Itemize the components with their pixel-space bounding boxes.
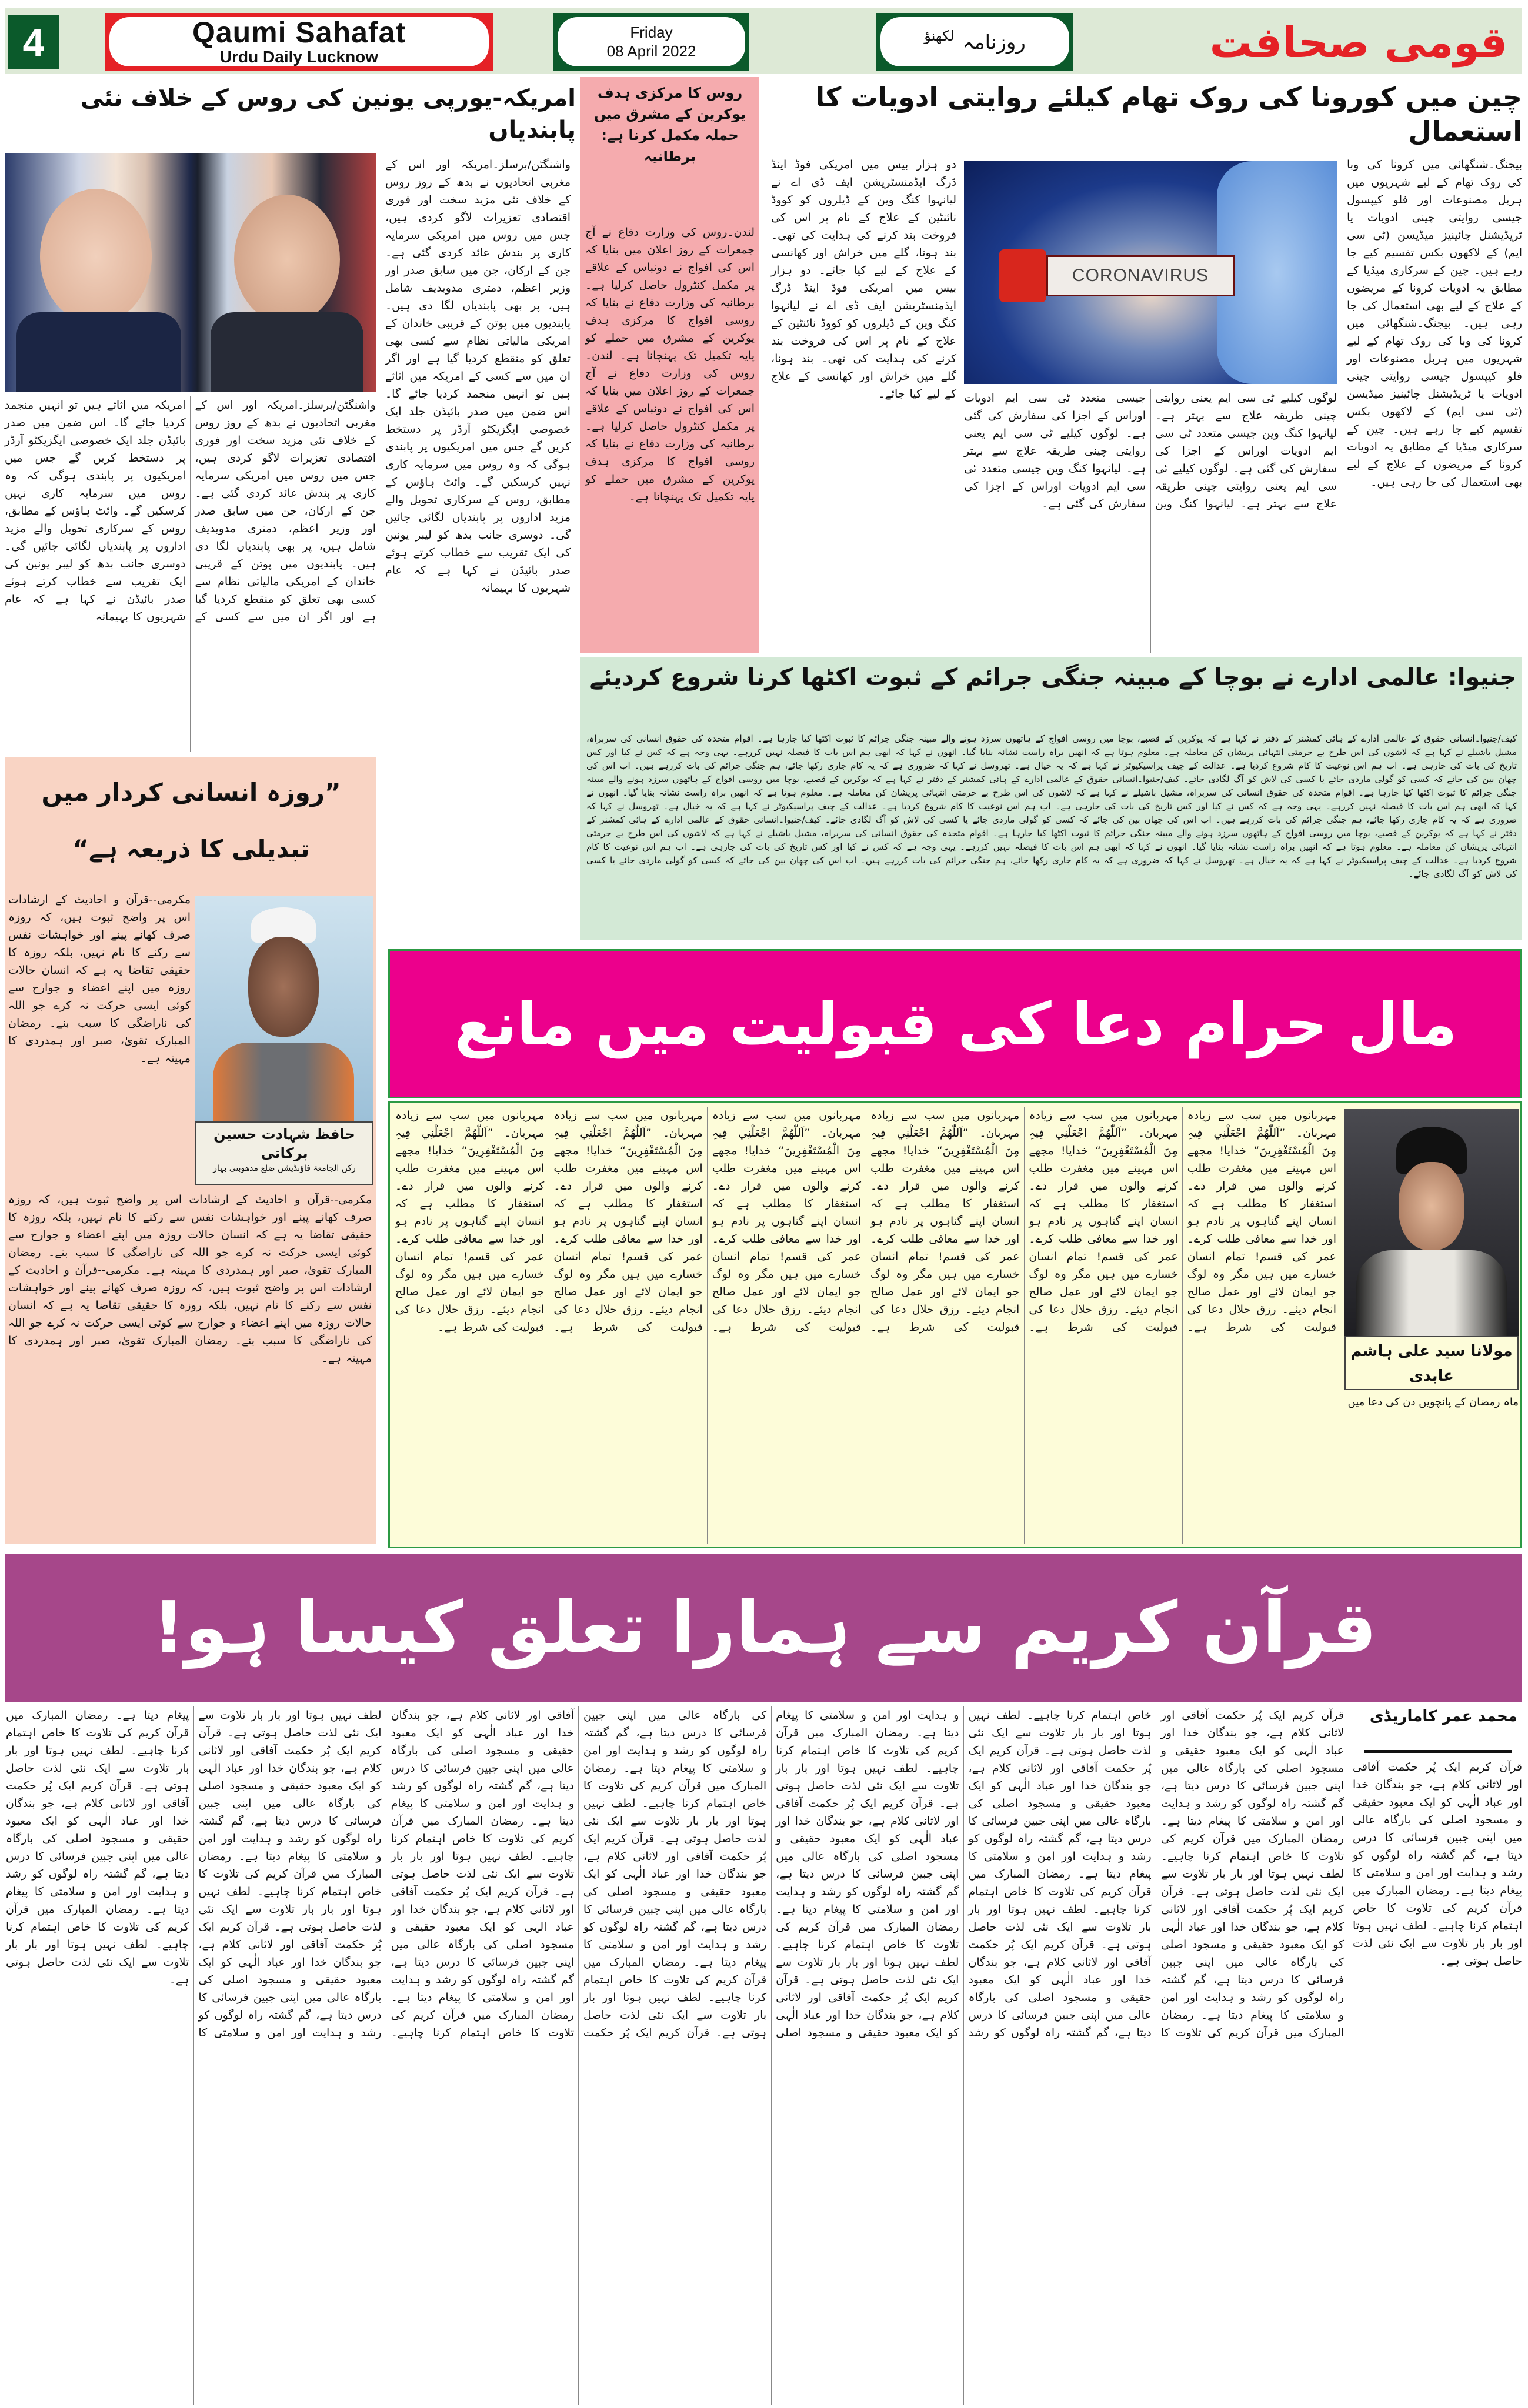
page-number: 4 bbox=[8, 15, 59, 69]
english-subtitle: Urdu Daily Lucknow bbox=[219, 48, 379, 66]
quran-body-first-col: قرآن کریم ایک پُر حکمت آفاقی اور لاثانی کلام ہے، جو بندگان خدا اور عباد الٰہی کو ایک معبود حقیقی و مسجود اصلی کی بارگاہ عالی میں اپنی جبین فرسائی کا درس دیتا ہے، گم گشتہ راہ لوگوں کو رشد و ہدایت اور امن و سلامتی کا پیغام دیتا ہے۔ رمضان المبارک میں قرآن کریم کی تلاوت کا خاص اہتمام کرنا چاہیے۔ لطف نہیں ہوتا اور بار بار تلاوت سے ایک نئی لذت حاصل ہوتی ہے۔ bbox=[1353, 1761, 1522, 1968]
roznama-label: روزنامہ bbox=[962, 30, 1026, 54]
maulana-name: مولانا سید علی ہاشم عابدی bbox=[1344, 1336, 1519, 1390]
roza-headline-line: ”روزہ انسانی کردار میں bbox=[41, 778, 341, 807]
glove bbox=[1217, 161, 1337, 384]
maulana-photo bbox=[1344, 1109, 1519, 1336]
mal-haram-subtitle: ماہ رمضان کے پانچویں دن کی دعا میں bbox=[1347, 1396, 1519, 1408]
russia-target-headline bbox=[585, 82, 755, 218]
biden-suit bbox=[16, 312, 181, 392]
russia-sanctions-body-lower: واشنگٹن/برسلز۔امریکہ اور اس کے مغربی اتحادیوں نے بدھ کے روز روس کے خلاف نئی مزید سخت اور فوری اقتصادی تعزیرات لاگو کردی ہیں، جس میں روس میں امریکی سرمایہ کاری پر بندش عائد کردی گئی ہے۔ جن کے ارکان، جن میں سابق صدر اور وزیر اعظم، دمتری مدویدیف شامل ہیں، پر بھی پابندیاں لگا دی ہیں۔ پابندیوں میں پوتن کے قریبی خاندان کے امریکی مالیاتی نظام سے کسی بھی تعلق کو منقطع کردیا گیا ہے اور اگر ان میں سے کسی کے امریکہ میں اثاثے ہیں تو انہیں منجمد کردیا جائے گا۔ اس ضمن میں صدر بائیڈن جلد ایک خصوصی ایگزیکٹو آرڈر پر دستخط کریں گے جس میں امریکیوں پر پابندی ہوگی کہ وہ روس میں سرمایہ کاری نہیں کرسکیں گے۔ وائٹ ہاؤس کے مطابق، روس کے سرکاری تحویل والے مزید اداروں پر پابندیاں لگائی جائیں گی۔ دوسری جانب بدھ کو لیبر یونین کی ایک تقریب سے خطاب کرتے ہوئے صدر بائیڈن نے کہا ہے کہ عام شہریوں کا بہیمانہ bbox=[5, 399, 376, 623]
author-rule bbox=[1364, 1750, 1512, 1753]
russia-target-headline-line: روس کا مرکزی ہدف bbox=[597, 85, 743, 101]
hafiz-shoulders bbox=[213, 1043, 354, 1121]
roza-body-left: مکرمی--قرآن و احادیث کے ارشادات اس پر واضح ثبوت ہیں، کہ روزہ صرف کھانے پینے اور خواہشات نفس سے رکنے کا نام نہیں، بلکہ روزہ کا حقیقی تقاضا یہ ہے کہ انسان حالات روزہ میں اپنے اعضاء و جوارح سے کوئی ایسی حرکت نہ کرے جو اللہ کی ناراضگی کا سبب بنے۔ رمضان المبارک تقویٰ، صبر اور ہمدردی کا مہینہ ہے۔ bbox=[8, 893, 191, 1065]
roznama-box bbox=[876, 13, 1073, 71]
english-title: Qaumi Sahafat bbox=[192, 16, 406, 49]
mal-haram-body: مہربانوں میں سب سے زیادہ مہربان۔ ”اَللّٰھُمَّ اجْعَلْنِي فِيہِ مِنَ الْمُسْتَغْفِرِينَ“ خدایا! مجھے اس مہینے میں مغفرت طلب کرنے والوں میں قرار دے۔ استغفار کا مطلب ہے کہ انسان اپنے گناہوں پر نادم ہو اور خدا سے معافی طلب کرے۔ عمر کی قسم! تمام انسان خسارے میں ہیں مگر وہ لوگ جو ایمان لائے اور عمل صالح انجام دیئے۔ رزق حلال دعا کی قبولیت کی شرط ہے۔ مہربانوں میں سب سے زیادہ مہربان۔ ”اَللّٰھُمَّ اجْعَلْنِي فِيہِ مِنَ الْمُسْتَغْفِرِينَ“ خدایا! مجھے اس مہینے میں مغفرت طلب کرنے والوں میں قرار دے۔ استغفار کا مطلب ہے کہ انسان اپنے گناہوں پر نادم ہو اور خدا سے معافی طلب کرے۔ عمر کی قسم! تمام انسان خسارے میں ہیں مگر وہ لوگ جو ایمان لائے اور عمل صالح انجام دیئے۔ رزق حلال دعا کی قبولیت کی شرط ہے۔ مہربانوں میں سب سے زیادہ مہربان۔ ”اَللّٰھُمَّ اجْعَلْنِي فِيہِ مِنَ الْمُسْتَغْفِرِينَ“ خدایا! مجھے اس مہینے میں مغفرت طلب کرنے والوں میں قرار دے۔ استغفار کا مطلب ہے کہ انسان اپنے گناہوں پر نادم ہو اور خدا سے معافی طلب کرے۔ عمر کی قسم! تمام انسان خسارے میں ہیں مگر وہ لوگ جو ایمان لائے اور عمل صالح انجام دیئے۔ رزق حلال دعا کی قبولیت کی شرط ہے۔ مہربانوں میں سب سے زیادہ مہربان۔ ”اَللّٰھُمَّ اجْعَلْنِي فِيہِ مِنَ الْمُسْتَغْفِرِينَ“ خدایا! مجھے اس مہینے میں مغفرت طلب کرنے والوں میں قرار دے۔ استغفار کا مطلب ہے کہ انسان اپنے گناہوں پر نادم ہو اور خدا سے معافی طلب کرے۔ عمر کی قسم! تمام انسان خسارے میں ہیں مگر وہ لوگ جو ایمان لائے اور عمل صالح انجام دیئے۔ رزق حلال دعا کی قبولیت کی شرط ہے۔ مہربانوں میں سب سے زیادہ مہربان۔ ”اَللّٰھُمَّ اجْعَلْنِي فِيہِ مِنَ الْمُسْتَغْفِرِينَ“ خدایا! مجھے اس مہینے میں مغفرت طلب کرنے والوں میں قرار دے۔ استغفار کا مطلب ہے کہ انسان اپنے گناہوں پر نادم ہو اور خدا سے معافی طلب کرے۔ عمر کی قسم! تمام انسان خسارے میں ہیں مگر وہ لوگ جو ایمان لائے اور عمل صالح انجام دیئے۔ رزق حلال دعا کی قبولیت کی شرط ہے۔ مہربانوں میں سب سے زیادہ مہربان۔ ”اَللّٰھُمَّ اجْعَلْنِي فِيہِ مِنَ الْمُسْتَغْفِرِينَ“ خدایا! مجھے اس مہینے میں مغفرت طلب کرنے والوں میں قرار دے۔ استغفار کا مطلب ہے کہ انسان اپنے گناہوں پر نادم ہو اور خدا سے معافی طلب کرے۔ عمر کی قسم! تمام انسان خسارے میں ہیں مگر وہ لوگ جو ایمان لائے اور عمل صالح انجام دیئے۔ رزق حلال دعا کی قبولیت کی شرط ہے۔ bbox=[395, 1109, 1336, 1334]
china-body-left: دو ہزار بیس میں امریکی فوڈ اینڈ ڈرگ ایڈمنسٹریشن ایف ڈی اے نے لیانہوا کنگ وین کے ڈیلروں کو کووڈ نائنٹین کے علاج کے نام پر اس کی فروخت بند کرنے کی ہدایت کی تھی۔ بند ہونا، گلے میں خراش اور کھانسی کے علاج کے لیے کیا جائے۔ دو ہزار بیس میں امریکی فوڈ اینڈ ڈرگ ایڈمنسٹریشن ایف ڈی اے نے لیانہوا کنگ وین کے ڈیلروں کو کووڈ نائنٹین کے علاج کے نام پر اس کی فروخت بند کرنے کی ہدایت کی تھی۔ بند ہونا، گلے میں خراش اور کھانسی کے علاج کے لیے کیا جائے۔ bbox=[771, 158, 956, 400]
maulana-robe bbox=[1356, 1250, 1507, 1336]
hafiz-face bbox=[248, 937, 319, 1037]
roza-headline-line: تبدیلی کا ذریعہ ہے“ bbox=[72, 834, 310, 863]
quran-author: محمد عمر کاماریڈی bbox=[1369, 1708, 1517, 1725]
roza-body-lower: مکرمی--قرآن و احادیث کے ارشادات اس پر واضح ثبوت ہیں، کہ روزہ صرف کھانے پینے اور خواہشات نفس سے رکنے کا نام نہیں، بلکہ روزہ کا حقیقی تقاضا یہ ہے کہ انسان حالات روزہ میں اپنے اعضاء و جوارح سے کوئی ایسی حرکت نہ کرے جو اللہ کی ناراضگی کا سبب بنے۔ رمضان المبارک تقویٰ، صبر اور ہمدردی کا مہینہ ہے۔ مکرمی--قرآن و احادیث کے ارشادات اس پر واضح ثبوت ہیں، کہ روزہ صرف کھانے پینے اور خواہشات نفس سے رکنے کا نام نہیں، بلکہ روزہ کا حقیقی تقاضا یہ ہے کہ انسان حالات روزہ میں اپنے اعضاء و جوارح سے کوئی ایسی حرکت نہ کرے جو اللہ کی ناراضگی کا سبب بنے۔ رمضان المبارک تقویٰ، صبر اور ہمدردی کا مہینہ ہے۔ bbox=[8, 1193, 372, 1365]
china-headline: چین میں کورونا کی روک تھام کیلئے روایتی ادویات کا استعمال bbox=[815, 81, 1522, 147]
maulana-face bbox=[1399, 1162, 1464, 1250]
day: Friday bbox=[630, 24, 673, 41]
city-label: لکھنؤ bbox=[924, 28, 955, 44]
date-box bbox=[553, 13, 749, 71]
mal-haram-headline: مال حرام دعا کی قبولیت میں مانع bbox=[454, 990, 1457, 1058]
geneva-headline: جنیوا: عالمی ادارے نے بوچا کے مبینہ جنگی جرائم کے ثبوت اکٹھا کرنا شروع کردیئے bbox=[589, 664, 1516, 691]
hafiz-name: حافظ شہادت حسین برکاتی bbox=[213, 1126, 355, 1161]
putin-suit bbox=[211, 312, 363, 392]
biden-putin-photo bbox=[5, 153, 376, 392]
russia-target-headline-line: حملہ مکمل کرنا ہے: برطانیہ bbox=[601, 127, 739, 165]
geneva-body: کیف/جنیوا۔انسانی حقوق کے عالمی ادارے کے ہائی کمشنر کے دفتر نے کہا ہے کہ یوکرین کے قصبے، بوچا میں روسی افواج کے ہاتھوں سرزد ہونے والے مبینہ جنگی جرائم کا ثبوت اکٹھا کیا جارہا ہے۔ اقوام متحدہ کی حقوق انسانی کی سربراہ، مشیل باشیلے نے کہا ہے کہ لاشوں کی اس طرح بے حرمتی انتہائی پریشان کن معاملہ ہے۔ معلوم ہوتا ہے کہ انھیں براہ راست نشانہ بنایا گیا۔ انھوں نے کہا کہ ابھی ہم اس بات کا فیصلہ نہیں کررہے۔ یہی وجہ ہے کہ کس نے کیا اور کس تاریخ کی بات کی جارہی ہے۔ اب ہم اس نوعیت کا کام شروع کردیا ہے۔ عدالت کے چیف پراسیکیوٹر نے کہا ہے کہ یہ خیال ہے۔ تھروسل نے کہا کہ ضروری ہے کہ یہ کام جاری رکھا جائے، ہم جنگی جرائم کی بات کررہے ہیں۔ اب اس کی چھان بین کی جائے کہ کسی کو گولی ماردی جائے یا کسی کی لاش کو آگ لگادی جائے۔ کیف/جنیوا۔انسانی حقوق کے عالمی ادارے کے ہائی کمشنر کے دفتر نے کہا ہے کہ یوکرین کے قصبے، بوچا میں روسی افواج کے ہاتھوں سرزد ہونے والے مبینہ جنگی جرائم کا ثبوت اکٹھا کیا جارہا ہے۔ اقوام متحدہ کی حقوق انسانی کی سربراہ، مشیل باشیلے نے کہا ہے کہ لاشوں کی اس طرح بے حرمتی انتہائی پریشان کن معاملہ ہے۔ معلوم ہوتا ہے کہ انھیں براہ راست نشانہ بنایا گیا۔ انھوں نے کہا کہ ابھی ہم اس بات کا فیصلہ نہیں کررہے۔ یہی وجہ ہے کہ کس نے کیا اور کس تاریخ کی بات کی جارہی ہے۔ اب ہم اس نوعیت کا کام شروع کردیا ہے۔ عدالت کے چیف پراسیکیوٹر نے کہا ہے کہ یہ خیال ہے۔ تھروسل نے کہا کہ ضروری ہے کہ یہ کام جاری رکھا جائے، ہم جنگی جرائم کی بات کررہے ہیں۔ اب اس کی چھان بین کی جائے کہ کسی کو گولی ماردی جائے یا کسی کی لاش کو آگ لگادی جائے۔ کیف/جنیوا۔انسانی حقوق کے عالمی ادارے کے ہائی کمشنر کے دفتر نے کہا ہے کہ یوکرین کے قصبے، بوچا میں روسی افواج کے ہاتھوں سرزد ہونے والے مبینہ جنگی جرائم کا ثبوت اکٹھا کیا جارہا ہے۔ اقوام متحدہ کی حقوق انسانی کی سربراہ، مشیل باشیلے نے کہا ہے کہ لاشوں کی اس طرح بے حرمتی انتہائی پریشان کن معاملہ ہے۔ معلوم ہوتا ہے کہ انھیں براہ راست نشانہ بنایا گیا۔ انھوں نے کہا کہ ابھی ہم اس بات کا فیصلہ نہیں کررہے۔ یہی وجہ ہے کہ کس نے کیا اور کس تاریخ کی بات کی جارہی ہے۔ اب ہم اس نوعیت کا کام شروع کردیا ہے۔ عدالت کے چیف پراسیکیوٹر نے کہا ہے کہ یہ خیال ہے۔ تھروسل نے کہا کہ ضروری ہے کہ یہ کام جاری رکھا جائے، ہم جنگی جرائم کی بات کررہے ہیں۔ اب اس کی چھان بین کی جائے کہ کسی کو گولی ماردی جائے یا کسی کی لاش کو آگ لگادی جائے۔ bbox=[586, 733, 1517, 879]
china-body-right: بیجنگ۔شنگھائی میں کرونا کی وبا کی روک تھام کے لیے شہریوں میں ہربل مصنوعات اور فلو کیپسول جیسی روایتی چینی ادویات یا ٹریڈیشنل چائینیز میڈیسن (ٹی سی ایم) کے لاکھوں بکس تقسیم کیے جا رہے ہیں۔ چین کے سرکاری میڈیا کے مطابق یہ ادویات کرونا کے مریضوں کے علاج کے لیے بھی استعمال کی جا رہی ہیں۔ بیجنگ۔شنگھائی میں کرونا کی وبا کی روک تھام کے لیے شہریوں میں ہربل مصنوعات اور فلو کیپسول جیسی روایتی چینی ادویات یا ٹریڈیشنل چائینیز میڈیسن (ٹی سی ایم) کے لاکھوں بکس تقسیم کیے جا رہے ہیں۔ چین کے سرکاری میڈیا کے مطابق یہ ادویات کرونا کے مریضوں کے علاج کے لیے بھی استعمال کی جا رہی ہیں۔ bbox=[1347, 158, 1522, 489]
roza-headline bbox=[12, 764, 371, 882]
biden-face bbox=[40, 189, 152, 324]
putin-face bbox=[234, 195, 340, 324]
tube-label: CORONAVIRUS bbox=[1046, 255, 1235, 296]
urdu-logo: قومی صحافت bbox=[1209, 18, 1508, 67]
quran-headline: قرآن کریم سے ہمارا تعلق کیسا ہو! bbox=[152, 1587, 1377, 1669]
china-body-under-image: لوگوں کیلیے ٹی سی ایم یعنی روایتی چینی طریقہ علاج سے بہتر ہے۔ لیانہوا کنگ وین جیسی متعدد ٹی سی ایم ادویات اوراس کے اجزا کی سفارش کی گئی ہے۔ لوگوں کیلیے ٹی سی ایم یعنی روایتی چینی طریقہ علاج سے بہتر ہے۔ لیانہوا کنگ وین جیسی متعدد ٹی سی ایم ادویات اوراس کے اجزا کی سفارش کی گئی ہے۔ لوگوں کیلیے ٹی سی ایم یعنی روایتی چینی طریقہ علاج سے بہتر ہے۔ لیانہوا کنگ وین جیسی متعدد ٹی سی ایم ادویات اوراس کے اجزا کی سفارش کی گئی ہے۔ bbox=[964, 392, 1337, 510]
hafiz-title: رکن الجامعۃ فاؤنڈیشن ضلع مدھوبنی بہار bbox=[213, 1164, 356, 1173]
hafiz-photo bbox=[195, 896, 373, 1121]
coronavirus-photo bbox=[964, 161, 1337, 384]
quran-body: قرآن کریم ایک پُر حکمت آفاقی اور لاثانی کلام ہے، جو بندگان خدا اور عباد الٰہی کو ایک معبود حقیقی و مسجود اصلی کی بارگاہ عالی میں اپنی جبین فرسائی کا درس دیتا ہے، گم گشتہ راہ لوگوں کو رشد و ہدایت اور امن و سلامتی کا پیغام دیتا ہے۔ رمضان المبارک میں قرآن کریم کی تلاوت کا خاص اہتمام کرنا چاہیے۔ لطف نہیں ہوتا اور بار بار تلاوت سے ایک نئی لذت حاصل ہوتی ہے۔ قرآن کریم ایک پُر حکمت آفاقی اور لاثانی کلام ہے، جو بندگان خدا اور عباد الٰہی کو ایک معبود حقیقی و مسجود اصلی کی بارگاہ عالی میں اپنی جبین فرسائی کا درس دیتا ہے، گم گشتہ راہ لوگوں کو رشد و ہدایت اور امن و سلامتی کا پیغام دیتا ہے۔ رمضان المبارک میں قرآن کریم کی تلاوت کا خاص اہتمام کرنا چاہیے۔ لطف نہیں ہوتا اور بار بار تلاوت سے ایک نئی لذت حاصل ہوتی ہے۔ قرآن کریم ایک پُر حکمت آفاقی اور لاثانی کلام ہے، جو بندگان خدا اور عباد الٰہی کو ایک معبود حقیقی و مسجود اصلی کی بارگاہ عالی میں اپنی جبین فرسائی کا درس دیتا ہے، گم گشتہ راہ لوگوں کو رشد و ہدایت اور امن و سلامتی کا پیغام دیتا ہے۔ رمضان المبارک میں قرآن کریم کی تلاوت کا خاص اہتمام کرنا چاہیے۔ لطف نہیں ہوتا اور بار بار تلاوت سے ایک نئی لذت حاصل ہوتی ہے۔ قرآن کریم ایک پُر حکمت آفاقی اور لاثانی کلام ہے، جو بندگان خدا اور عباد الٰہی کو ایک معبود حقیقی و مسجود اصلی کی بارگاہ عالی میں اپنی جبین فرسائی کا درس دیتا ہے، گم گشتہ راہ لوگوں کو رشد و ہدایت اور امن و سلامتی کا پیغام دیتا ہے۔ رمضان المبارک میں قرآن کریم کی تلاوت کا خاص اہتمام کرنا چاہیے۔ لطف نہیں ہوتا اور بار بار تلاوت سے ایک نئی لذت حاصل ہوتی ہے۔ قرآن کریم ایک پُر حکمت آفاقی اور لاثانی کلام ہے، جو بندگان خدا اور عباد الٰہی کو ایک معبود حقیقی و مسجود اصلی کی بارگاہ عالی میں اپنی جبین فرسائی کا درس دیتا ہے، گم گشتہ راہ لوگوں کو رشد و ہدایت اور امن و سلامتی کا پیغام دیتا ہے۔ رمضان المبارک میں قرآن کریم کی تلاوت کا خاص اہتمام کرنا چاہیے۔ لطف نہیں ہوتا اور بار بار تلاوت سے ایک نئی لذت حاصل ہوتی ہے۔ قرآن کریم ایک پُر حکمت آفاقی اور لاثانی کلام ہے، جو بندگان خدا اور عباد الٰہی کو ایک معبود حقیقی و مسجود اصلی کی بارگاہ عالی میں اپنی جبین فرسائی کا درس دیتا ہے، گم گشتہ راہ لوگوں کو رشد و ہدایت اور امن و سلامتی کا پیغام دیتا ہے۔ رمضان المبارک میں قرآن کریم کی تلاوت کا خاص اہتمام کرنا چاہیے۔ لطف نہیں ہوتا اور بار بار تلاوت سے ایک نئی لذت حاصل ہوتی ہے۔ قرآن کریم ایک پُر حکمت آفاقی اور لاثانی کلام ہے، جو بندگان خدا اور عباد الٰہی کو ایک معبود حقیقی و مسجود اصلی کی بارگاہ عالی میں اپنی جبین فرسائی کا درس دیتا ہے، گم گشتہ راہ لوگوں کو رشد و ہدایت اور امن و سلامتی کا پیغام دیتا ہے۔ رمضان المبارک میں قرآن کریم کی تلاوت کا خاص اہتمام کرنا چاہیے۔ لطف نہیں ہوتا اور بار بار تلاوت سے ایک نئی لذت حاصل ہوتی ہے۔ قرآن کریم ایک پُر حکمت آفاقی اور لاثانی کلام ہے، جو بندگان خدا اور عباد الٰہی کو ایک معبود حقیقی و مسجود اصلی کی بارگاہ عالی میں اپنی جبین فرسائی کا درس دیتا ہے، گم گشتہ راہ لوگوں کو رشد و ہدایت اور امن و سلامتی کا پیغام دیتا ہے۔ رمضان المبارک میں قرآن کریم کی تلاوت کا خاص اہتمام کرنا چاہیے۔ لطف نہیں ہوتا اور بار بار تلاوت سے ایک نئی لذت حاصل ہوتی ہے۔ قرآن کریم ایک پُر حکمت آفاقی اور لاثانی کلام ہے، جو بندگان خدا اور عباد الٰہی کو ایک معبود حقیقی و مسجود اصلی کی بارگاہ عالی میں اپنی جبین فرسائی کا درس دیتا ہے، گم گشتہ راہ لوگوں کو رشد و ہدایت اور امن و سلامتی کا پیغام دیتا ہے۔ رمضان المبارک میں قرآن کریم کی تلاوت کا خاص اہتمام کرنا چاہیے۔ لطف نہیں ہوتا اور بار بار تلاوت سے ایک نئی لذت حاصل ہوتی ہے۔ قرآن کریم ایک پُر حکمت آفاقی اور لاثانی کلام ہے، جو بندگان خدا اور عباد الٰہی کو ایک معبود حقیقی و مسجود اصلی کی بارگاہ عالی میں اپنی جبین فرسائی کا درس دیتا ہے، گم گشتہ راہ لوگوں کو رشد و ہدایت اور امن و سلامتی کا پیغام دیتا ہے۔ رمضان المبارک میں قرآن کریم کی تلاوت کا خاص اہتمام کرنا چاہیے۔ لطف نہیں ہوتا اور بار بار تلاوت سے ایک نئی لذت حاصل ہوتی ہے۔ قرآن کریم ایک پُر حکمت آفاقی اور لاثانی کلام ہے، جو بندگان خدا اور عباد الٰہی کو ایک معبود حقیقی و مسجود اصلی کی بارگاہ عالی میں اپنی جبین فرسائی کا درس دیتا ہے، گم گشتہ راہ لوگوں کو رشد و ہدایت اور امن و سلامتی کا پیغام دیتا ہے۔ رمضان المبارک میں قرآن کریم کی تلاوت کا خاص اہتمام کرنا چاہیے۔ لطف نہیں ہوتا اور بار بار تلاوت سے ایک نئی لذت حاصل ہوتی ہے۔ قرآن کریم ایک پُر حکمت آفاقی اور لاثانی کلام ہے، جو بندگان خدا اور عباد الٰہی کو ایک معبود حقیقی و مسجود اصلی کی بارگاہ عالی میں اپنی جبین فرسائی کا درس دیتا ہے، گم گشتہ راہ لوگوں کو رشد و ہدایت اور امن و سلامتی کا پیغام دیتا ہے۔ رمضان المبارک میں قرآن کریم کی تلاوت کا خاص اہتمام کرنا چاہیے۔ لطف نہیں ہوتا اور بار بار تلاوت سے ایک نئی لذت حاصل ہوتی ہے۔ bbox=[6, 1709, 1344, 2039]
russia-target-headline-line: یوکرین کے مشرق میں bbox=[593, 106, 746, 122]
russia-sanctions-headline: امریکہ-یورپی یونین کی روس کے خلاف نئی پابندیاں bbox=[80, 85, 576, 143]
tube-cap bbox=[999, 249, 1046, 302]
hafiz-caption bbox=[195, 1121, 373, 1185]
date: 08 April 2022 bbox=[606, 42, 696, 60]
russia-target-body: لندن۔روس کی وزارت دفاع نے آج جمعرات کے روز اعلان میں بتایا کہ اس کی افواج نے دونباس کے علاقے پر مکمل کنٹرول حاصل کرلیا ہے۔ برطانیہ کی وزارت دفاع نے بتایا کہ روسی افواج کا مرکزی ہدف یوکرین کے مشرق میں حملے کو پایہ تکمیل تک پہنچانا ہے۔ لندن۔روس کی وزارت دفاع نے آج جمعرات کے روز اعلان میں بتایا کہ اس کی افواج نے دونباس کے علاقے پر مکمل کنٹرول حاصل کرلیا ہے۔ برطانیہ کی وزارت دفاع نے بتایا کہ روسی افواج کا مرکزی ہدف یوکرین کے مشرق میں حملے کو پایہ تکمیل تک پہنچانا ہے۔ bbox=[585, 226, 755, 503]
english-logo-box bbox=[105, 13, 493, 71]
russia-sanctions-body-col: واشنگٹن/برسلز۔امریکہ اور اس کے مغربی اتحادیوں نے بدھ کے روز روس کے خلاف نئی مزید سخت اور فوری اقتصادی تعزیرات لاگو کردی ہیں، جس میں روس میں امریکی سرمایہ کاری پر بندش عائد کردی گئی ہے۔ جن کے ارکان، جن میں سابق صدر اور وزیر اعظم، دمتری مدویدیف شامل ہیں، پر بھی پابندیاں لگا دی ہیں۔ پابندیوں میں پوتن کے قریبی خاندان کے امریکی مالیاتی نظام سے کسی بھی تعلق کو منقطع کردیا گیا ہے اور اگر ان میں سے کسی کے امریکہ میں اثاثے ہیں تو انہیں منجمد کردیا جائے گا۔ اس ضمن میں صدر بائیڈن جلد ایک خصوصی ایگزیکٹو آرڈر پر دستخط کریں گے جس میں امریکیوں پر پابندی ہوگی کہ وہ روس میں سرمایہ کاری نہیں کرسکیں گے۔ وائٹ ہاؤس کے مطابق، روس کے سرکاری تحویل والے مزید اداروں پر پابندیاں لگائی جائیں گی۔ دوسری جانب بدھ کو لیبر یونین کی ایک تقریب سے خطاب کرتے ہوئے صدر بائیڈن نے کہا ہے کہ عام شہریوں کا بہیمانہ bbox=[385, 158, 571, 595]
